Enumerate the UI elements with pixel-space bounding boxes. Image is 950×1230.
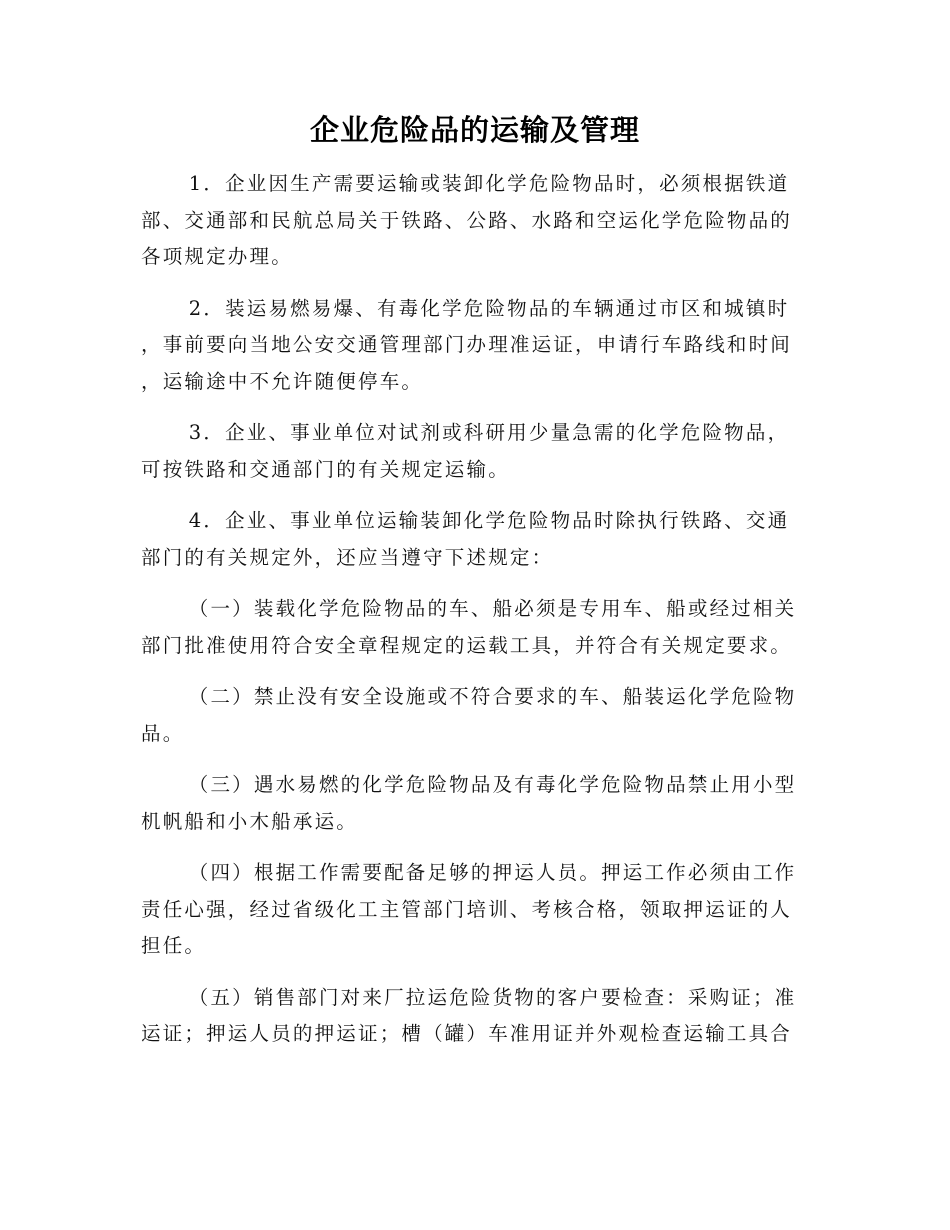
paragraph-4: 4．企业、事业单位运输装卸化学危险物品时除执行铁路、交通部门的有关规定外，还应当遵守下述规定：	[141, 509, 790, 569]
document-body	[141, 166, 801, 1068]
paragraph-4-item-4: （四）根据工作需要配备足够的押运人员。押运工作必须由工作责任心强，经过省级化工主管部门培训、考核合格，领取押运证的人担任。	[141, 861, 797, 957]
paragraph-4-item-3: （三）遇水易燃的化学危险物品及有毒化学危险物品禁止用小型机帆船和小木船承运。	[141, 773, 797, 833]
paragraph-3: 3．企业、事业单位对试剂或科研用少量急需的化学危险物品，可按铁路和交通部门的有关规定运输。	[141, 421, 790, 481]
document-title: 企业危险品的运输及管理	[309, 113, 640, 147]
paragraph-4-item-1: （一）装载化学危险物品的车、船必须是专用车、船或经过相关部门批准使用符合安全章程规定的运载工具，并符合有关规定要求。	[141, 597, 797, 657]
paragraph-2: 2．装运易燃易爆、有毒化学危险物品的车辆通过市区和城镇时，事前要向当地公安交通管理部门办理准运证，申请行车路线和时间，运输途中不允许随便停车。	[141, 296, 793, 393]
paragraph-4-item-2: （二）禁止没有安全设施或不符合要求的车、船装运化学危险物品。	[141, 685, 797, 745]
paragraph-1: 1．企业因生产需要运输或装卸化学危险物品时，必须根据铁道部、交通部和民航总局关于铁路、公路、水路和空运化学危险物品的各项规定办理。	[141, 172, 793, 268]
paragraph-4-item-5: （五）销售部门对来厂拉运危险货物的客户要检查：采购证；准运证；押运人员的押运证；槽（罐）车准用证并外观检查运输工具合	[141, 985, 797, 1045]
